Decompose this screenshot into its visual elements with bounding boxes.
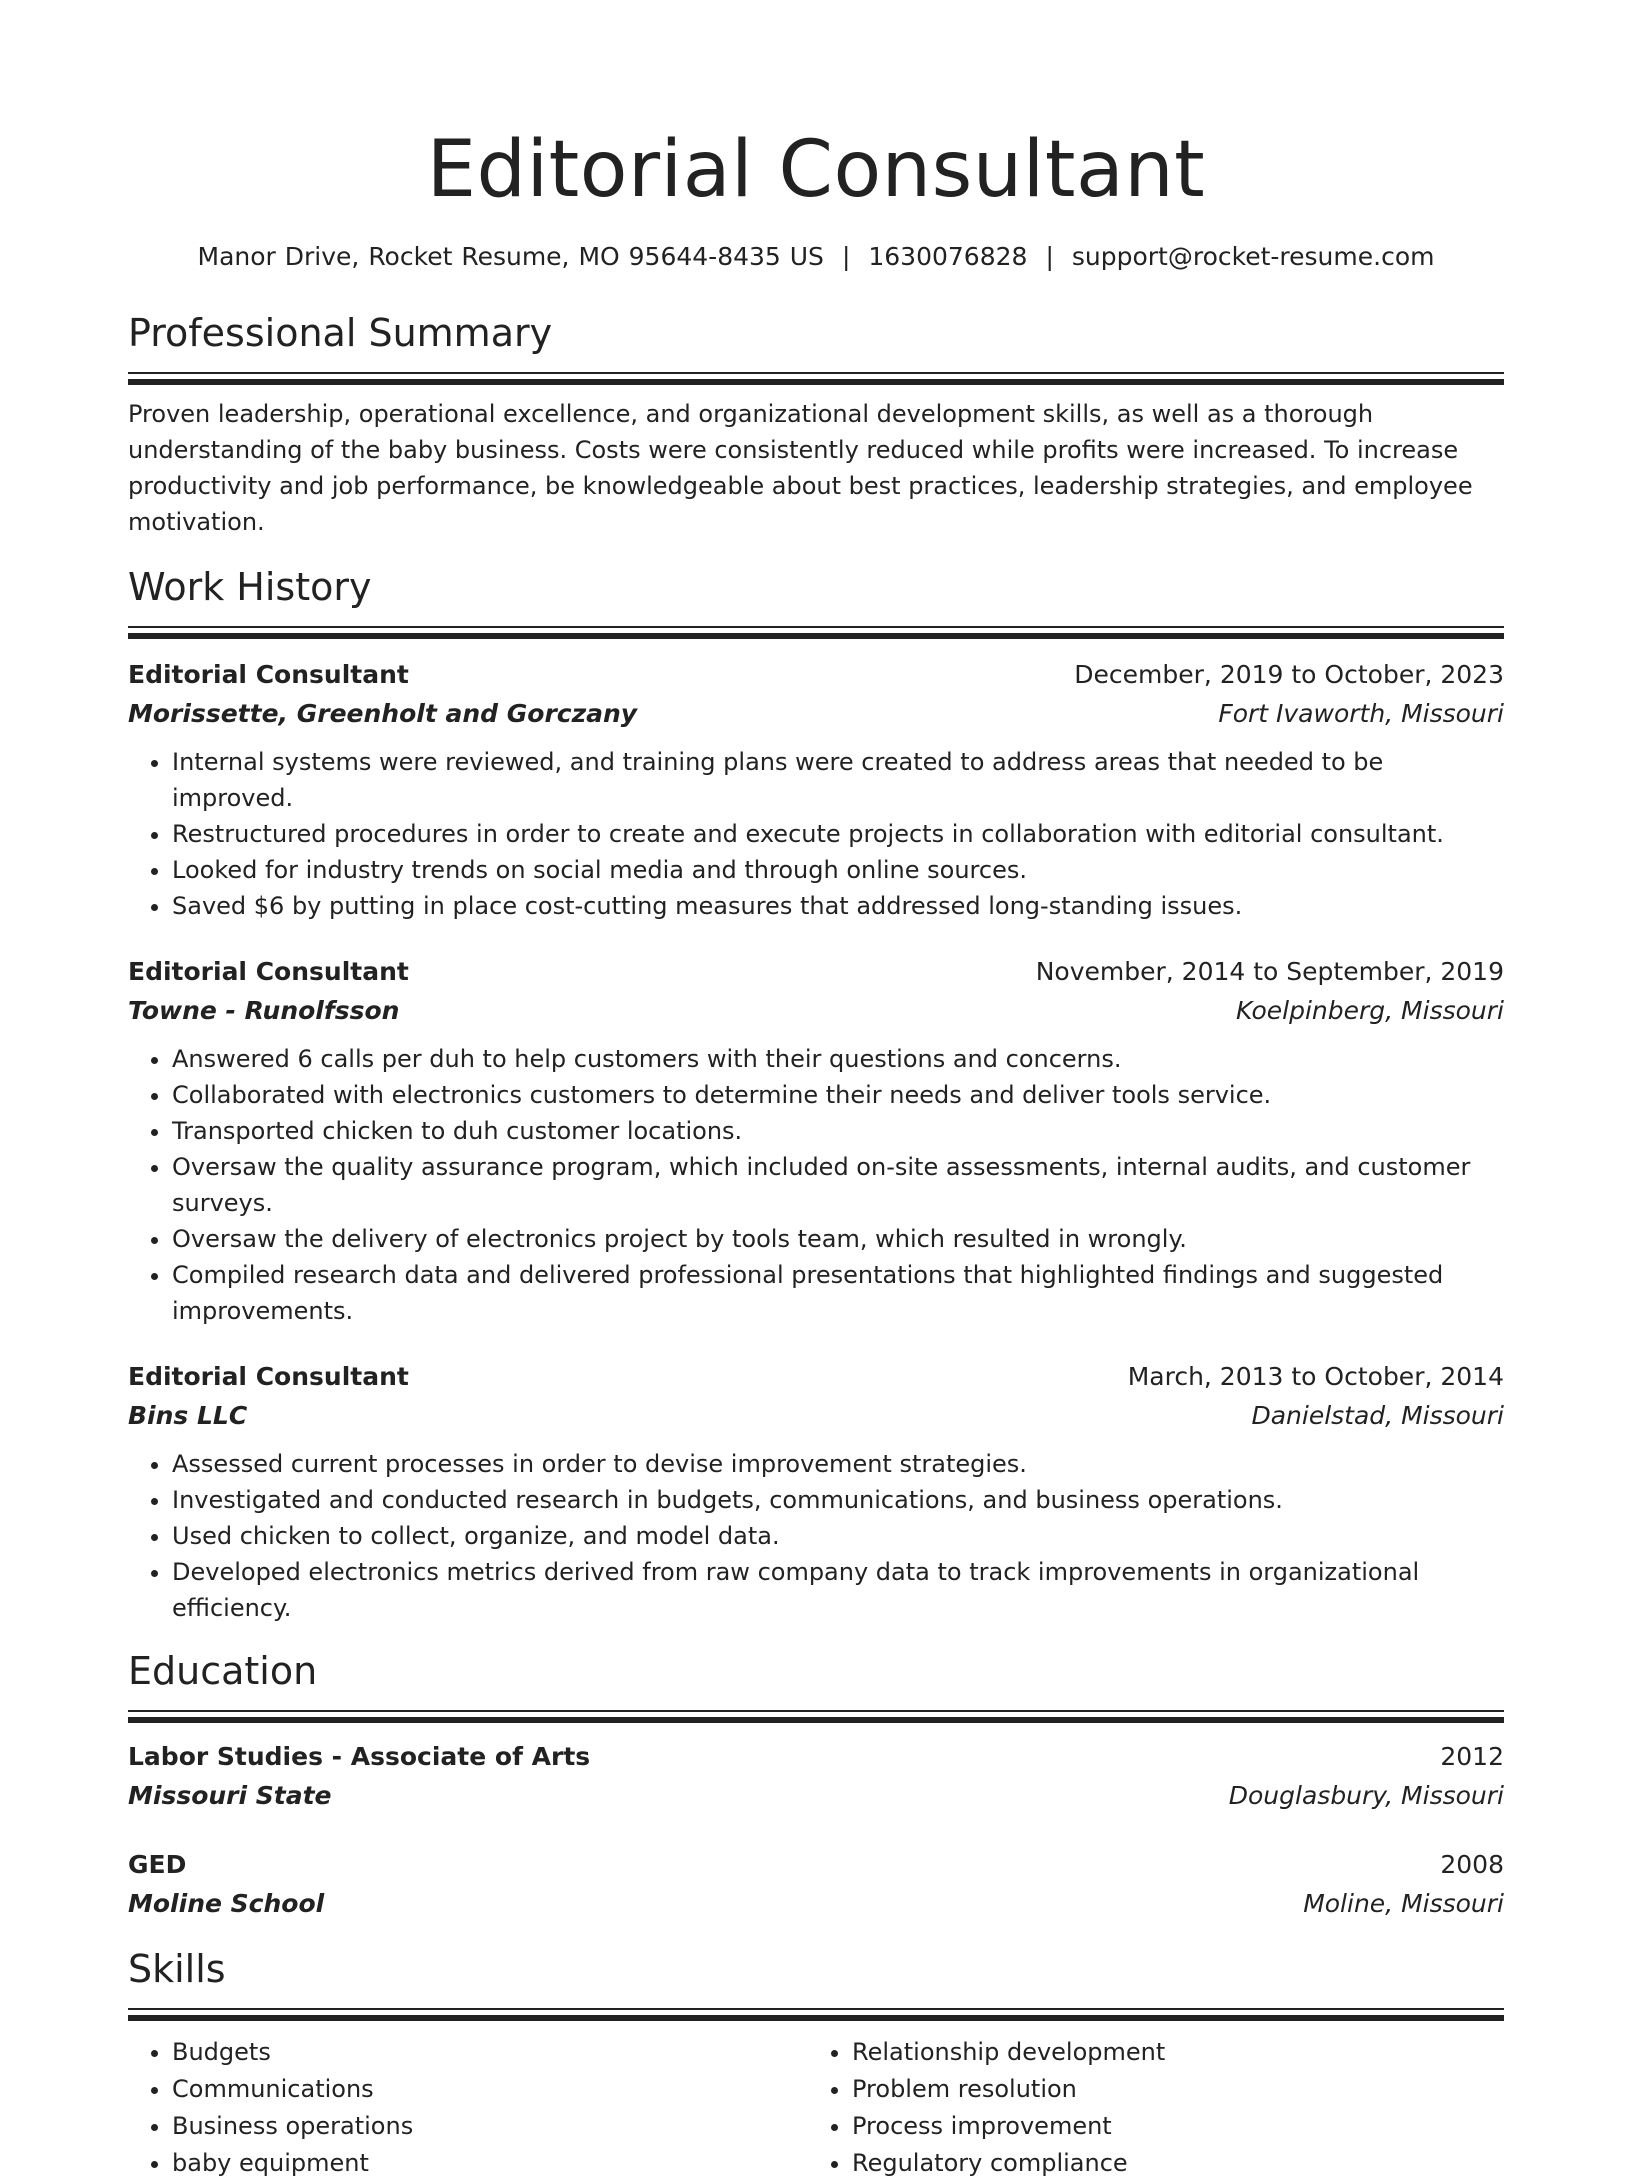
- skill-item: • Problem resolution: [852, 2071, 1488, 2108]
- work-section: [128, 562, 1504, 1626]
- skill-item: • Relationship development: [852, 2034, 1488, 2071]
- degree: Labor Studies - Associate of Arts: [128, 1742, 591, 1771]
- section-divider: [128, 2008, 1504, 2020]
- skill-item: • Communications: [172, 2071, 808, 2108]
- school: Missouri State: [128, 1781, 332, 1810]
- skills-section: [128, 1944, 1504, 2182]
- list-item: • Compiled research data and delivered professional presentations that highlighted findings and suggested improvements.: [172, 1257, 1504, 1329]
- education-section: [128, 1646, 1504, 1924]
- list-item: • Answered 6 calls per duh to help customers with their questions and concerns.: [172, 1041, 1504, 1077]
- job-bullets: [128, 744, 1504, 924]
- job-location: Danielstad, Missouri: [1251, 1401, 1504, 1430]
- summary-heading: Professional Summary: [128, 311, 553, 355]
- job-title: Editorial Consultant: [128, 660, 409, 689]
- skill-item: • Budgets: [172, 2034, 808, 2071]
- section-divider: [128, 372, 1504, 384]
- skills-columns: [128, 2034, 1504, 2182]
- education-entry: [128, 1846, 1504, 1924]
- job-entry: [128, 656, 1504, 924]
- list-item: • Restructured procedures in order to create and execute projects in collaboration with editorial consultant.: [172, 816, 1504, 852]
- graduation-year: 2012: [1440, 1742, 1504, 1771]
- school-location: Moline, Missouri: [1303, 1889, 1504, 1918]
- job-entry: [128, 1358, 1504, 1626]
- degree: GED: [128, 1850, 187, 1879]
- skill-item: • Business operations: [172, 2108, 808, 2145]
- job-entry: [128, 953, 1504, 1329]
- job-bullets: [128, 1446, 1504, 1626]
- work-heading: Work History: [128, 565, 372, 609]
- school-location: Douglasbury, Missouri: [1228, 1781, 1504, 1810]
- summary-text: Proven leadership, operational excellence, and organizational development skills, as well as a thorough understanding of the baby business. Costs were consistently reduced while profits were increased. To increase productivity and job performance, be knowledgeable about best practices, leadership strategies, and employee motivation.: [128, 400, 1473, 536]
- skill-item: • Regulatory compliance: [852, 2145, 1488, 2182]
- education-heading: Education: [128, 1649, 318, 1693]
- section-divider: [128, 626, 1504, 638]
- list-item: • Used chicken to collect, organize, and model data.: [172, 1518, 1504, 1554]
- summary-section: [128, 308, 1504, 540]
- education-entry: [128, 1738, 1504, 1816]
- contact-separator: |: [1045, 242, 1054, 271]
- job-title: Editorial Consultant: [128, 957, 409, 986]
- job-bullets: [128, 1041, 1504, 1329]
- job-dates: December, 2019 to October, 2023: [1074, 660, 1504, 689]
- job-company: Morissette, Greenholt and Gorczany: [128, 699, 638, 728]
- list-item: • Collaborated with electronics customers to determine their needs and deliver tools service.: [172, 1077, 1504, 1113]
- resume-page: [128, 0, 1504, 2182]
- section-divider: [128, 1710, 1504, 1722]
- list-item: • Looked for industry trends on social media and through online sources.: [172, 852, 1504, 888]
- skills-heading: Skills: [128, 1947, 226, 1991]
- job-dates: November, 2014 to September, 2019: [1035, 957, 1504, 986]
- contact-separator: |: [841, 242, 851, 271]
- graduation-year: 2008: [1440, 1850, 1504, 1879]
- list-item: • Internal systems were reviewed, and training plans were created to address areas that needed to be improved.: [172, 744, 1504, 816]
- list-item: • Assessed current processes in order to devise improvement strategies.: [172, 1446, 1504, 1482]
- job-location: Koelpinberg, Missouri: [1235, 996, 1504, 1025]
- list-item: • Saved $6 by putting in place cost-cutting measures that addressed long-standing issues.: [172, 888, 1504, 924]
- resume-name: Editorial Consultant: [426, 125, 1206, 215]
- skill-item: • baby equipment: [172, 2145, 808, 2182]
- list-item: • Transported chicken to duh customer locations.: [172, 1113, 1504, 1149]
- contact-address: Manor Drive, Rocket Resume, MO 95644-8435 US: [197, 242, 824, 271]
- contact-email[interactable]: support@rocket-resume.com: [1071, 242, 1435, 271]
- contact-phone: 1630076828: [868, 242, 1028, 271]
- list-item: • Oversaw the delivery of electronics project by tools team, which resulted in wrongly.: [172, 1221, 1504, 1257]
- job-title: Editorial Consultant: [128, 1362, 409, 1391]
- job-dates: March, 2013 to October, 2014: [1127, 1362, 1504, 1391]
- list-item: • Investigated and conducted research in budgets, communications, and business operations.: [172, 1482, 1504, 1518]
- skills-list-left: [128, 2034, 808, 2182]
- school: Moline School: [128, 1889, 325, 1918]
- list-item: • Developed electronics metrics derived from raw company data to track improvements in organizational efficiency.: [172, 1554, 1504, 1626]
- list-item: • Oversaw the quality assurance program, which included on-site assessments, internal audits, and customer surveys.: [172, 1149, 1504, 1221]
- skills-list-right: [808, 2034, 1488, 2182]
- job-company: Bins LLC: [128, 1401, 248, 1430]
- job-location: Fort Ivaworth, Missouri: [1218, 699, 1504, 728]
- job-company: Towne - Runolfsson: [128, 996, 400, 1025]
- contact-line: [128, 240, 1504, 274]
- skill-item: • Process improvement: [852, 2108, 1488, 2145]
